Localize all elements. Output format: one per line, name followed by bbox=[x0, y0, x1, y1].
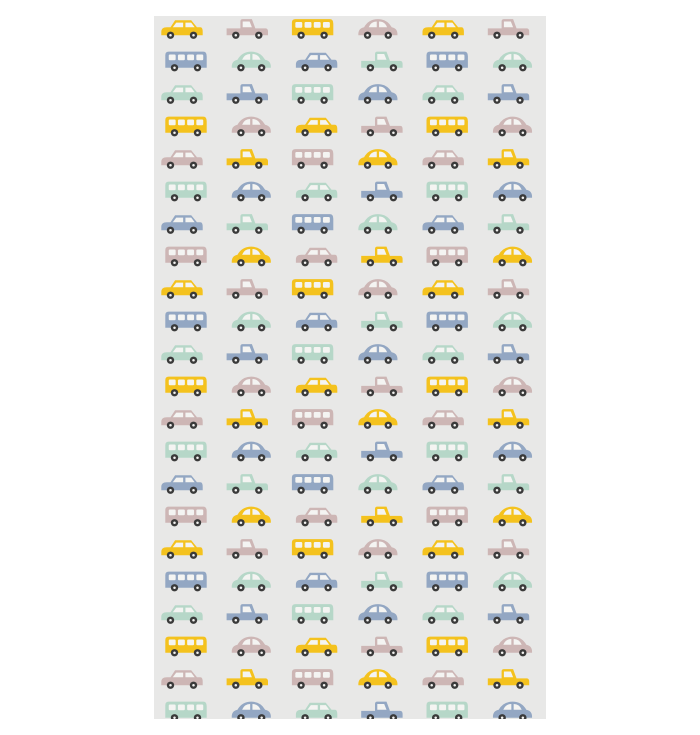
car-pattern bbox=[154, 16, 546, 719]
van-car-icon bbox=[427, 702, 468, 719]
van-car-icon bbox=[165, 702, 206, 719]
wallpaper-panel bbox=[154, 16, 546, 719]
wallpaper-background bbox=[154, 16, 546, 719]
